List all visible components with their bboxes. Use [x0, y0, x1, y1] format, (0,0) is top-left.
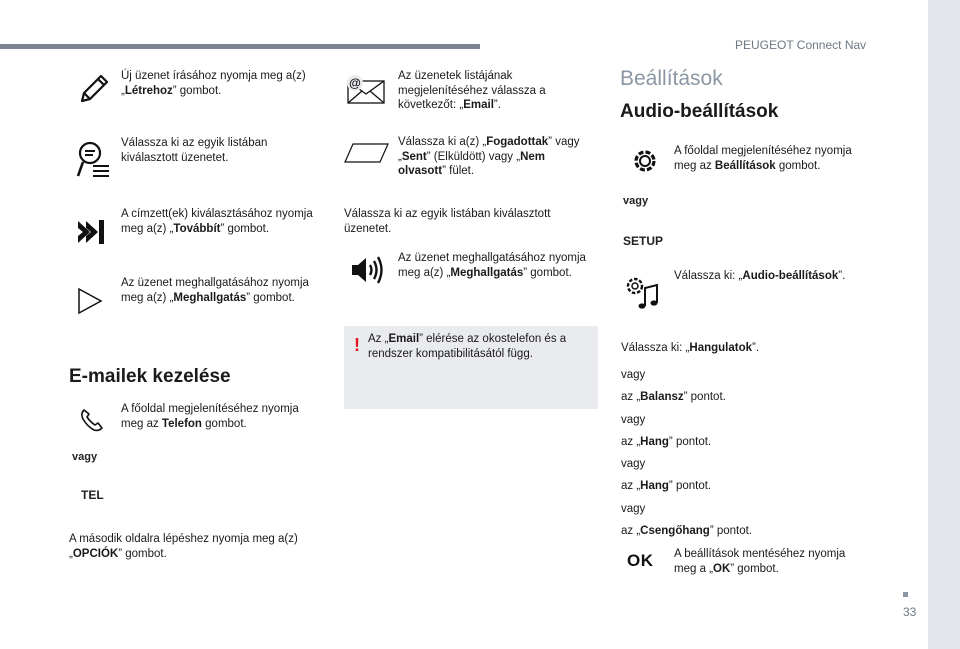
- save-settings-instruction: A beállítások mentéséhez nyomja meg a „OK” gombot.: [674, 548, 846, 575]
- or-label: vagy: [621, 369, 646, 381]
- select-listed-message-instruction: Válassza ki az egyik listában kiválasztott üzenetet.: [344, 208, 551, 235]
- tabs-instruction: Válassza ki a(z) „Fogadottak” vagy „Sent” (Elküldött) vagy „Nem olvasott” fület.: [398, 136, 580, 177]
- listen-message-instruction: Az üzenet meghallgatásához nyomja meg a(z) „Meghallgatás” gombot.: [398, 252, 586, 279]
- or-label: vagy: [621, 503, 646, 515]
- forward-icon: [76, 217, 106, 247]
- play-icon: [77, 287, 103, 315]
- balance-option: az „Balansz” pontot.: [621, 391, 726, 403]
- settings-heading: Beállítások: [620, 67, 723, 90]
- or-label: vagy: [72, 451, 98, 463]
- select-ambience-instruction: Válassza ki: „Hangulatok”.: [621, 342, 760, 354]
- brand-title: PEUGEOT Connect Nav: [735, 38, 867, 52]
- email-envelope-icon: [345, 74, 387, 106]
- options-instruction: A második oldalra lépéshez nyomja meg a(z) „OPCIÓK” gombot.: [69, 533, 298, 560]
- email-list-instruction: Az üzenetek listájának megjelenítéséhez válassza a következőt: „Email”.: [398, 70, 546, 111]
- sound-option: az „Hang” pontot.: [621, 480, 712, 492]
- warning-exclamation-icon: !: [354, 335, 360, 355]
- page-marker: [903, 592, 908, 597]
- or-label: vagy: [621, 458, 646, 470]
- pencil-icon: [76, 72, 110, 106]
- page-number: 33: [903, 605, 917, 619]
- sound-option: az „Hang” pontot.: [621, 436, 712, 448]
- phone-home-instruction: A főoldal megjelenítéséhez nyomja meg az Telefon gombot.: [121, 403, 299, 430]
- new-message-instruction: Új üzenet írásához nyomja meg a(z) „Létrehoz” gombot.: [121, 70, 306, 97]
- warning-text: Az „Email” elérése az okostelefon és a rendszer kompatibilitásától függ.: [368, 333, 567, 360]
- tel-button-label: TEL: [81, 488, 104, 502]
- audio-settings-heading: Audio-beállítások: [620, 101, 779, 122]
- or-label: vagy: [621, 414, 646, 426]
- setup-button-label: SETUP: [623, 234, 664, 248]
- email-section-heading: E-mailek kezelése: [69, 366, 231, 387]
- select-message-instruction: Válassza ki az egyik listában kiválasztott üzenetet.: [121, 137, 268, 164]
- phone-icon: [79, 407, 105, 433]
- ok-button-label: OK: [627, 551, 654, 570]
- select-audio-instruction: Válassza ki: „Audio-beállítások”.: [674, 270, 846, 282]
- recipients-instruction: A címzett(ek) kiválasztásához nyomja meg a(z) „Továbbít” gombot.: [121, 208, 313, 235]
- listen-instruction: Az üzenet meghallgatásához nyomja meg a(z) „Meghallgatás” gombot.: [121, 277, 309, 304]
- svg-text:@: @: [349, 76, 361, 90]
- settings-home-instruction: A főoldal megjelenítéséhez nyomja meg az Beállítások gombot.: [674, 145, 852, 172]
- tab-selector-icon: [344, 142, 390, 164]
- page-side-strip: [928, 0, 960, 649]
- or-label: vagy: [623, 195, 649, 207]
- audio-settings-icon: [623, 274, 661, 312]
- ringtone-option: az „Csengőhang” pontot.: [621, 525, 753, 537]
- header-bar: [0, 44, 480, 49]
- settings-gear-icon: [630, 146, 660, 176]
- speaker-icon: [350, 255, 384, 285]
- message-list-icon: [75, 140, 111, 180]
